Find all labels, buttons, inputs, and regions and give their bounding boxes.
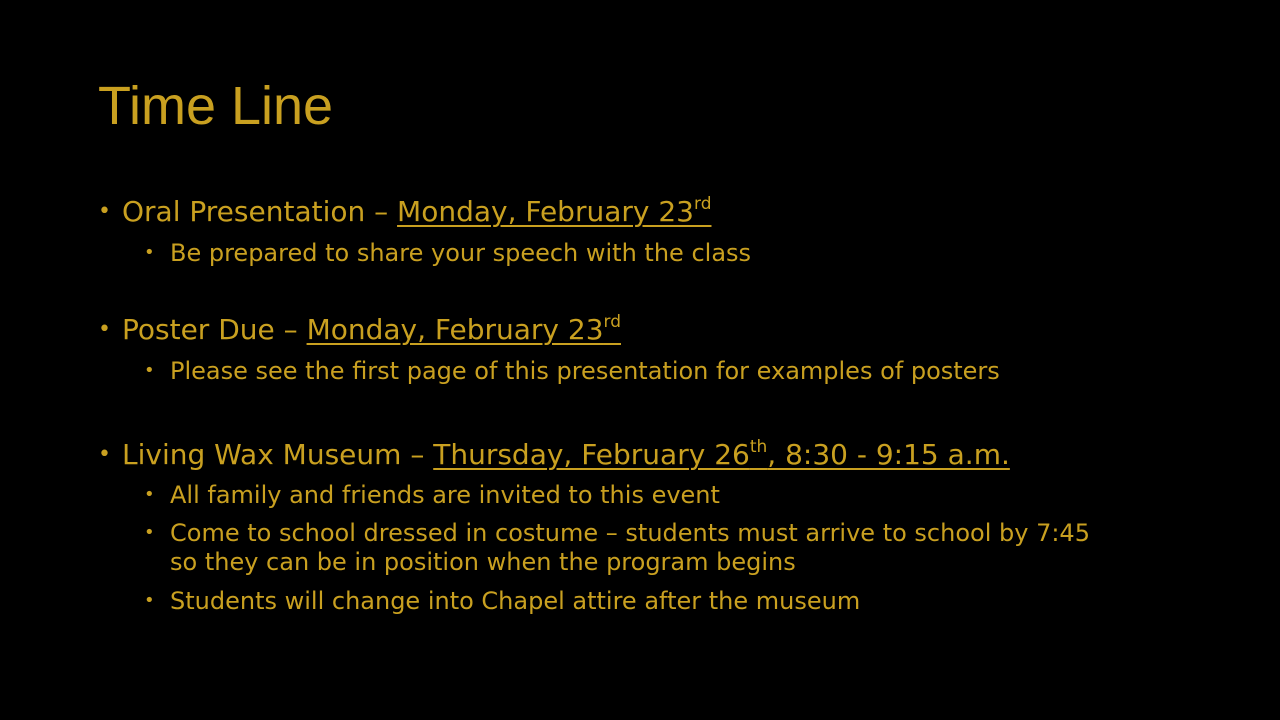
sub-item: All family and friends are invited to this event (170, 481, 720, 509)
bullet-icon: • (98, 317, 111, 342)
sub-item-continuation: so they can be in position when the program begins (170, 548, 796, 576)
timeline-item-living-wax-museum (122, 438, 1010, 472)
sub-bullet-icon: • (144, 522, 155, 543)
item-label: Living Wax Museum – (122, 438, 434, 471)
sub-item: Students will change into Chapel attire after the museum (170, 587, 861, 615)
sub-bullet-icon: • (144, 590, 155, 611)
sub-bullet-icon: • (144, 242, 155, 263)
sub-bullet-icon: • (144, 484, 155, 505)
sub-item: Please see the first page of this presentation for examples of posters (170, 357, 1000, 385)
item-date: Thursday, February 26th, 8:30 - 9:15 a.m. (433, 437, 1010, 471)
slide-title: Time Line (98, 76, 334, 136)
item-date: Monday, February 23rd (397, 194, 712, 228)
sub-item: Be prepared to share your speech with the class (170, 239, 752, 267)
bullet-icon: • (98, 442, 111, 467)
item-date: Monday, February 23rd (306, 312, 621, 346)
sub-item: Come to school dressed in costume – students must arrive to school by 7:45 (170, 519, 1090, 547)
item-label: Poster Due – (122, 313, 307, 346)
item-label: Oral Presentation – (122, 195, 398, 228)
timeline-item-oral-presentation (122, 195, 711, 229)
sub-bullet-icon: • (144, 360, 155, 381)
timeline-item-poster-due (122, 313, 621, 347)
bullet-icon: • (98, 199, 111, 224)
